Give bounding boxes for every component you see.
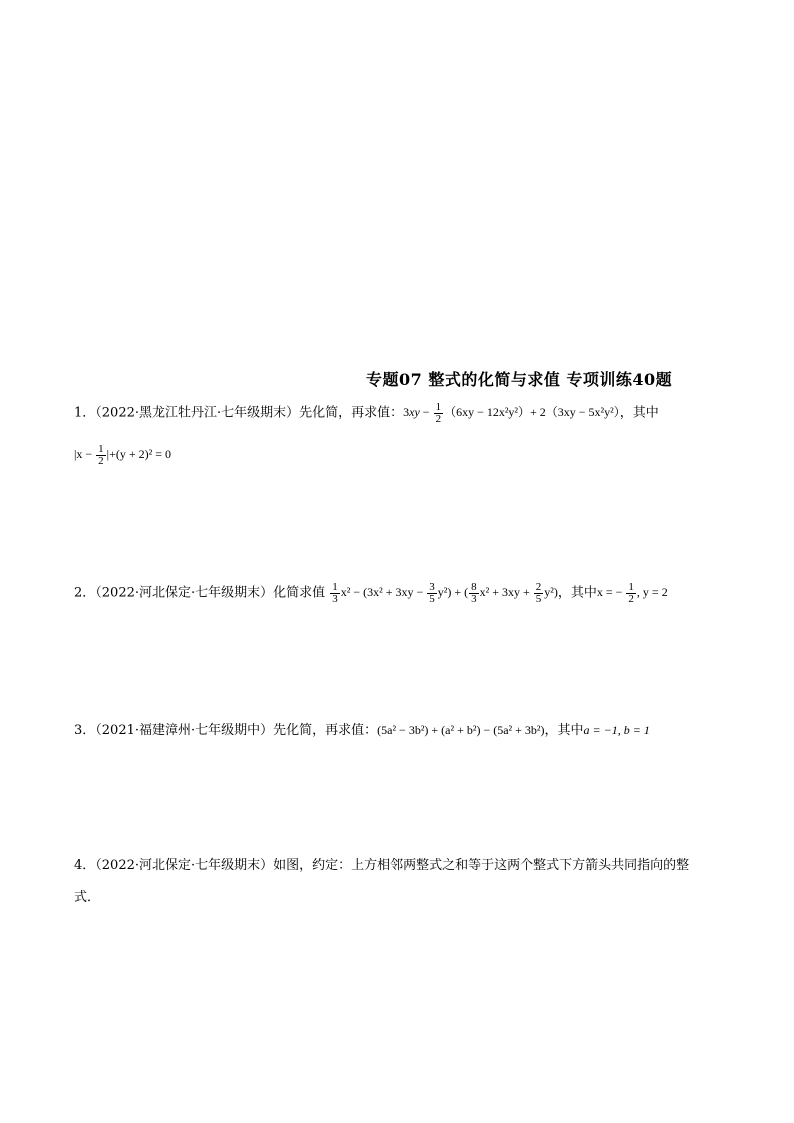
q2-prefix: 2．（2022·河北保定·七年级期末）化简求值 <box>74 585 326 601</box>
question-1 <box>74 402 659 425</box>
q1-expression: 3xy − $\frac{1}{2}$ （6xy − 12x²y²）+ 2（3xy − 5x²y²） <box>403 401 620 425</box>
q1-suffix: ，其中 <box>619 405 659 421</box>
q1-cond-fraction: $\frac{1}{2}$ <box>98 443 104 467</box>
q3-mid: ，其中 <box>544 723 584 738</box>
q3-condition: a = −1, b = 1 <box>583 723 650 737</box>
q2-expression: $\frac{1}{3}$ x² − (3x² + 3xy − $\frac{3}{5}$ y²) + ( $\frac{8}{3}$ x² + 3xy + $\frac{2}{5}$ y²) <box>332 581 558 605</box>
page-title: 专题07 整式的化简与求值 专项训练40题 <box>366 370 673 389</box>
q1-fraction: $\frac{1}{2}$ <box>435 401 442 425</box>
q2-mid: ，其中 <box>557 585 597 601</box>
q2-condition: x = − $\frac{1}{2}$ , y = 2 <box>596 581 668 605</box>
q3-prefix: 3．（2021·福建漳州·七年级期中）先化简，再求值： <box>74 723 378 738</box>
question-2 <box>74 582 668 605</box>
q1-condition: |x − $\frac{1}{2}$ |+(y + 2)² = 0 <box>74 443 171 467</box>
question-4-line-2: 式． <box>74 890 101 905</box>
question-1-condition <box>74 444 171 467</box>
question-4-line-1: 4．（2022·河北保定·七年级期末）如图，约定：上方相邻两整式之和等于这两个整式下方箭头共同指向的整 <box>74 858 690 873</box>
question-3 <box>74 720 650 741</box>
q3-expression: (5a² − 3b²) + (a² + b²) − (5a² + 3b²) <box>377 723 545 737</box>
q1-prefix: 1．（2022·黑龙江牡丹江·七年级期末）先化简，再求值： <box>74 405 404 421</box>
